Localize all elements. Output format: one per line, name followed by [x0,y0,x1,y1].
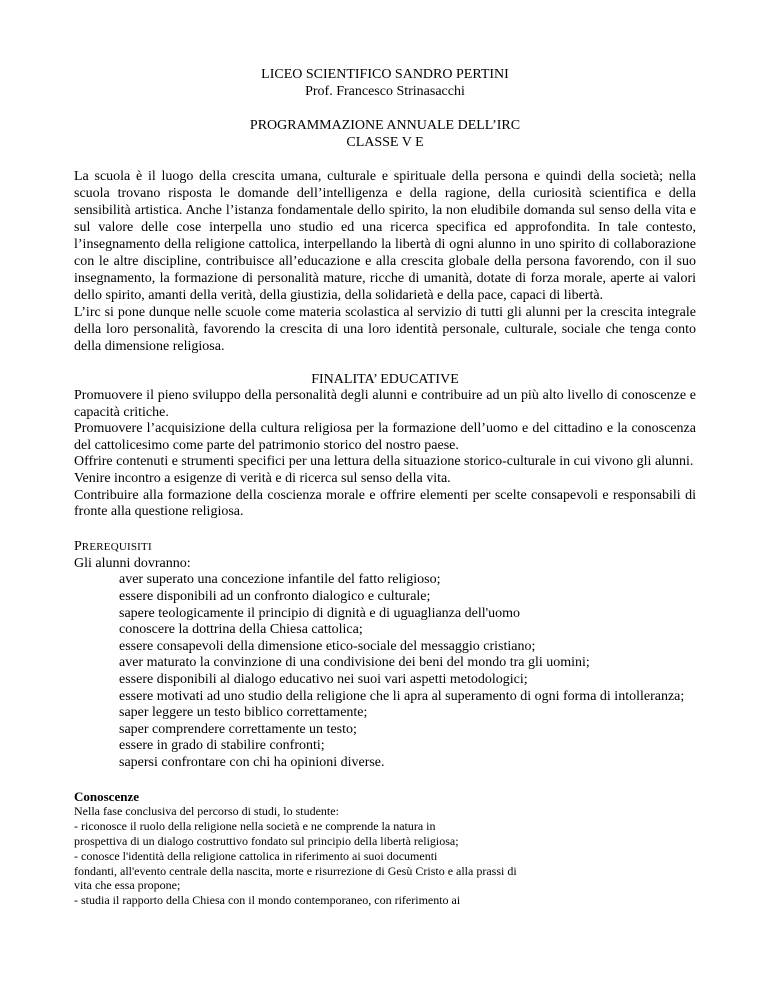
prerequisiti-title-rest: REREQUISITI [81,540,152,553]
intro-paragraph: La scuola è il luogo della crescita umana, culturale e spirituale della persona e quindi della società; nella scuola trovano risposta le domande dell’intelligenza e della ragione, della curiosità scientifica e della sensibilità artistica. Anche l’istanza fondamentale dello spirito, la non eludibile domanda sul senso della vita e sul valore delle cose interpella uno studio ed una ricerca specifica ed approfondita. In tale contesto, l’insegnamento della religione cattolica, interpellando la libertà di ogni alunno in uno spirito di collaborazione con le altre discipline, contribuisce all’educazione e alla crescita globale della persona favorendo, con il suo insegnamento, la formazione di personalità mature, ricche di umanità, dotate di forza morale, aperte ai valori dello spirito, amanti della verità, della giustizia, della solidarietà e della pace, capaci di libertà. [74,169,696,303]
conoscenze-line: prospettiva di un dialogo costruttivo fondato sul principio della libertà religiosa; [74,834,459,849]
conoscenze-line: vita che essa propone; [74,878,181,893]
list-item: aver maturato la convinzione di una condivisione dei beni del mondo tra gli uomini; [119,655,590,671]
program-title: PROGRAMMAZIONE ANNUALE DELL’IRC [249,118,521,133]
conoscenze-title: Conoscenze [74,789,139,805]
document-header [74,66,696,100]
list-item: essere motivati ad uno studio della religione che li apra al superamento di ogni forma di intolleranza; [119,688,685,704]
conoscenze-line: fondanti, all'evento centrale della nascita, morte e risurrezione di Gesù Cristo e alla prassi di [74,863,517,878]
conoscenze-section [74,804,696,908]
finalita-item: Venire incontro a esigenze di verità e di ricerca sul senso della vita. [74,470,451,486]
finalita-item: Promuovere l’acquisizione della cultura religiosa per la formazione dell’uomo e del cittadino e la conoscenza del cattolicesimo come parte del patrimonio storico del nostro paese. [74,421,696,453]
class-label: CLASSE V E [346,135,424,150]
finalita-item: Promuovere il pieno sviluppo della personalità degli alunni e contribuire ad un più alto livello di conoscenze e capacità critiche. [74,388,696,420]
school-name: LICEO SCIENTIFICO SANDRO PERTINI [261,67,509,82]
conoscenze-line: - conosce l'identità della religione cattolica in riferimento ai suoi documenti [74,848,438,863]
intro-paragraph: L’irc si pone dunque nelle scuole come materia scolastica al servizio di tutti gli alunni per la crescita integrale della loro personalità, favorendo la crescita di una loro identità personale, culturale, sociale che tenga conto della dimensione religiosa. [74,305,696,354]
list-item: essere in grado di stabilire confronti; [119,738,325,754]
list-item: saper leggere un testo biblico correttamente; [119,705,368,721]
conoscenze-line: - riconosce il ruolo della religione nella società e ne comprende la natura in [74,819,436,834]
finalita-section [74,388,696,521]
list-item: saper comprendere correttamente un testo; [119,721,357,737]
list-item: aver superato una concezione infantile del fatto religioso; [119,572,441,588]
prerequisiti-title [74,538,696,556]
finalita-title: FINALITA’ EDUCATIVE [311,372,459,387]
prerequisiti-lead: Gli alunni dovranno: [74,555,191,571]
list-item: sapere teologicamente il principio di dignità e di uguaglianza dell'uomo [119,605,521,621]
intro-section [74,168,696,355]
list-item: essere disponibili ad un confronto dialogico e culturale; [119,588,431,604]
prerequisiti-list [74,572,696,771]
finalita-item: Contribuire alla formazione della coscienza morale e offrire elementi per scelte consapevoli e responsabili di fronte alla questione religiosa. [74,487,696,520]
list-item: essere disponibili al dialogo educativo nei suoi vari aspetti metodologici; [119,671,528,687]
list-item: essere consapevoli della dimensione etico-sociale del messaggio cristiano; [119,638,536,654]
finalita-item: Offrire contenuti e strumenti specifici per una lettura della situazione storico-culturale in cui vivono gli alunni. [74,454,694,470]
teacher-name: Prof. Francesco Strinasacchi [305,84,465,99]
program-heading [74,117,696,151]
conoscenze-line: - studia il rapporto della Chiesa con il mondo contemporaneo, con riferimento ai [74,893,461,908]
list-item: conoscere la dottrina della Chiesa cattolica; [119,622,363,638]
conoscenze-line: Nella fase conclusiva del percorso di studi, lo studente: [74,804,339,819]
list-item: sapersi confrontare con chi ha opinioni diverse. [119,754,385,770]
prerequisiti-title-initial: P [74,538,82,554]
